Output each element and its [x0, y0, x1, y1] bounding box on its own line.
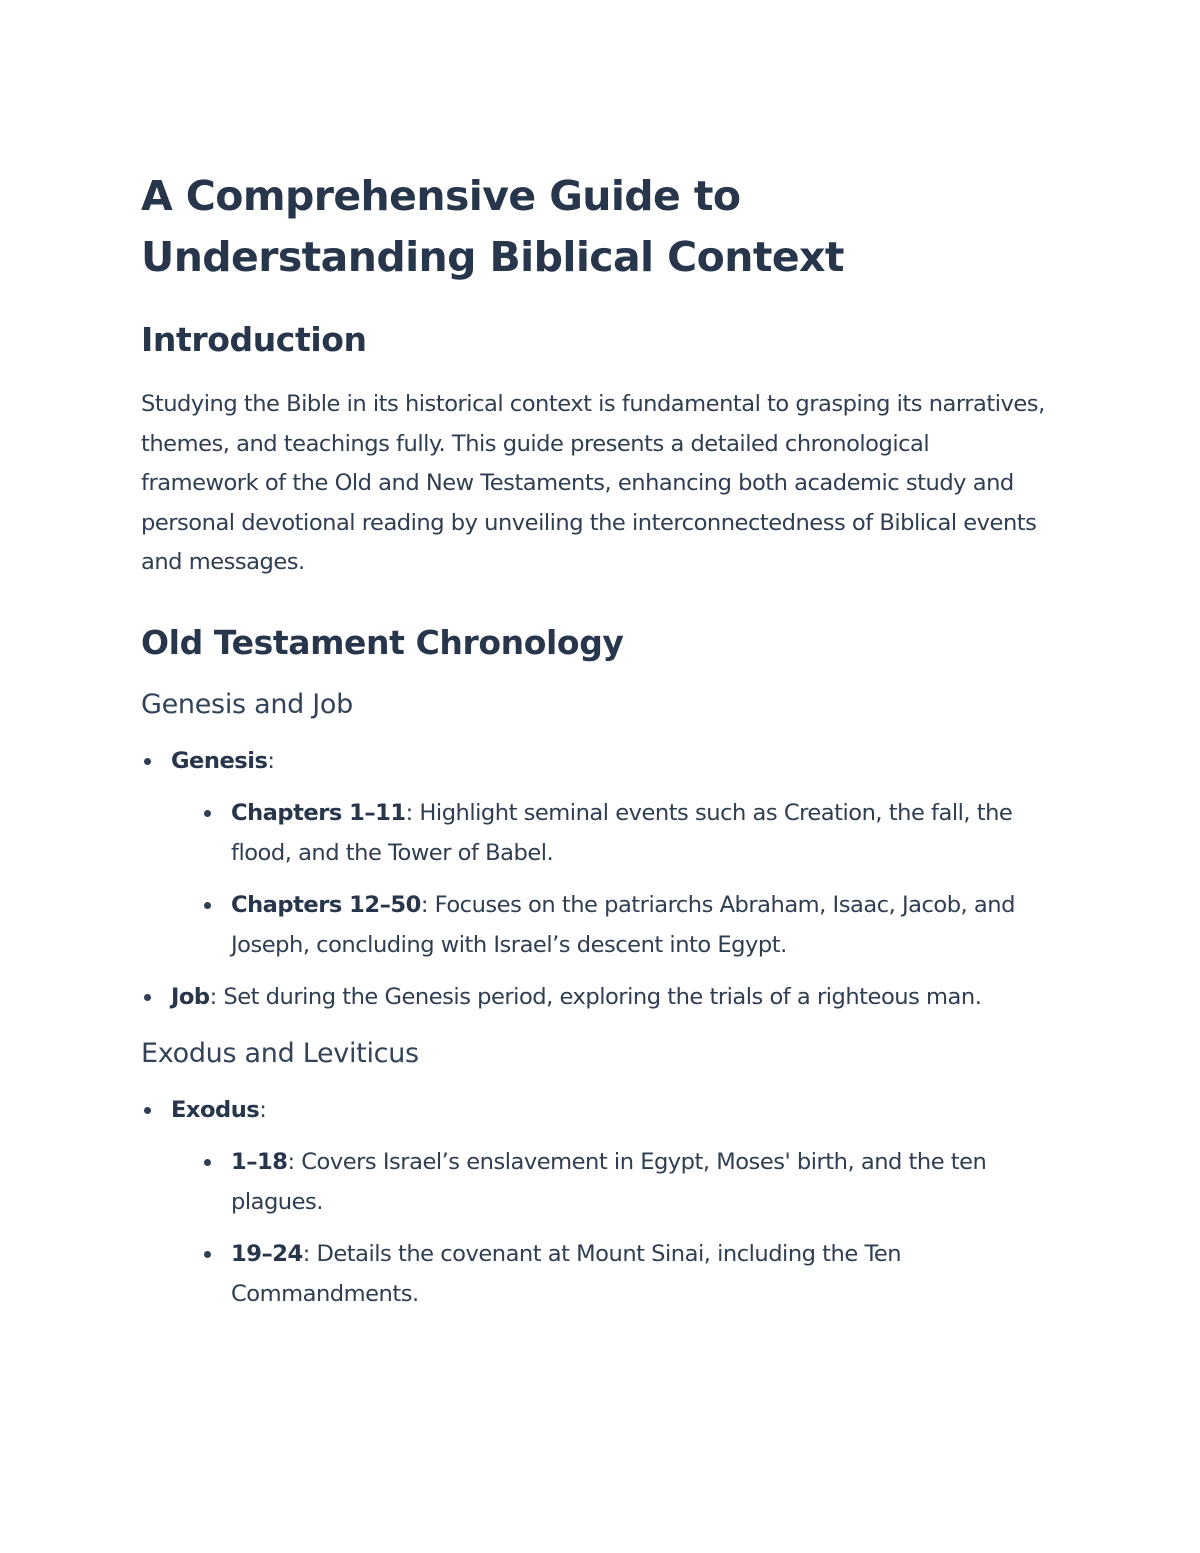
list-item-term: Exodus	[171, 1096, 260, 1123]
list-item-genesis	[141, 742, 1051, 966]
list-item-text: : Set during the Genesis period, exploring the trials of a righteous man.	[209, 984, 982, 1010]
bullet-dot-icon	[204, 810, 211, 817]
document-title: A Comprehensive Guide to Understanding Biblical Context	[141, 172, 844, 281]
genesis-chapters-list	[201, 794, 1051, 965]
document-page	[141, 166, 1051, 1314]
list-item-text: : Highlight seminal events such as Creation, the fall, the flood, and the Tower of Babel.	[231, 800, 1013, 866]
bullet-dot-icon	[144, 758, 151, 765]
list-item-exodus-19-24	[201, 1235, 1051, 1314]
list-item-text: : Details the covenant at Mount Sinai, including the Ten Commandments.	[231, 1241, 902, 1307]
exodus-leviticus-list	[141, 1091, 1051, 1315]
genesis-job-list	[141, 742, 1051, 1018]
bullet-dot-icon	[204, 1251, 211, 1258]
list-item-text: :	[267, 747, 275, 774]
list-item-term: Job	[171, 984, 210, 1010]
old-testament-heading: Old Testament Chronology	[141, 622, 624, 662]
list-item-text: : Focuses on the patriarchs Abraham, Isaac, Jacob, and Joseph, concluding with Israel’s descent into Egypt.	[231, 892, 1015, 958]
genesis-job-heading: Genesis and Job	[141, 688, 353, 720]
introduction-paragraph: Studying the Bible in its historical context is fundamental to grasping its narratives, themes, and teachings fully. This guide presents a detailed chronological framework of the Old and New Testaments, enhancing both academic study and personal devotional reading by unveiling the interconnectedness of Biblical events and messages.	[141, 391, 1045, 575]
list-item-exodus	[141, 1091, 1051, 1315]
exodus-leviticus-heading: Exodus and Leviticus	[141, 1037, 419, 1069]
bullet-dot-icon	[144, 994, 151, 1001]
list-item-chapters-12-50	[201, 886, 1051, 965]
bullet-dot-icon	[204, 902, 211, 909]
list-item-term: 1–18	[231, 1149, 288, 1175]
list-item-exodus-1-18	[201, 1143, 1051, 1222]
list-item-text: : Covers Israel’s enslavement in Egypt, Moses' birth, and the ten plagues.	[231, 1149, 987, 1215]
bullet-dot-icon	[144, 1107, 151, 1114]
list-item-chapters-1-11	[201, 794, 1051, 873]
list-item-term: Chapters 12–50	[231, 892, 421, 918]
bullet-dot-icon	[204, 1159, 211, 1166]
list-item-term: 19–24	[231, 1241, 303, 1267]
list-item-term: Genesis	[171, 747, 268, 774]
list-item-term: Chapters 1–11	[231, 800, 406, 826]
introduction-heading: Introduction	[141, 320, 367, 359]
list-item-job	[141, 978, 1051, 1018]
list-item-text: :	[259, 1096, 267, 1123]
exodus-chapters-list	[201, 1143, 1051, 1314]
